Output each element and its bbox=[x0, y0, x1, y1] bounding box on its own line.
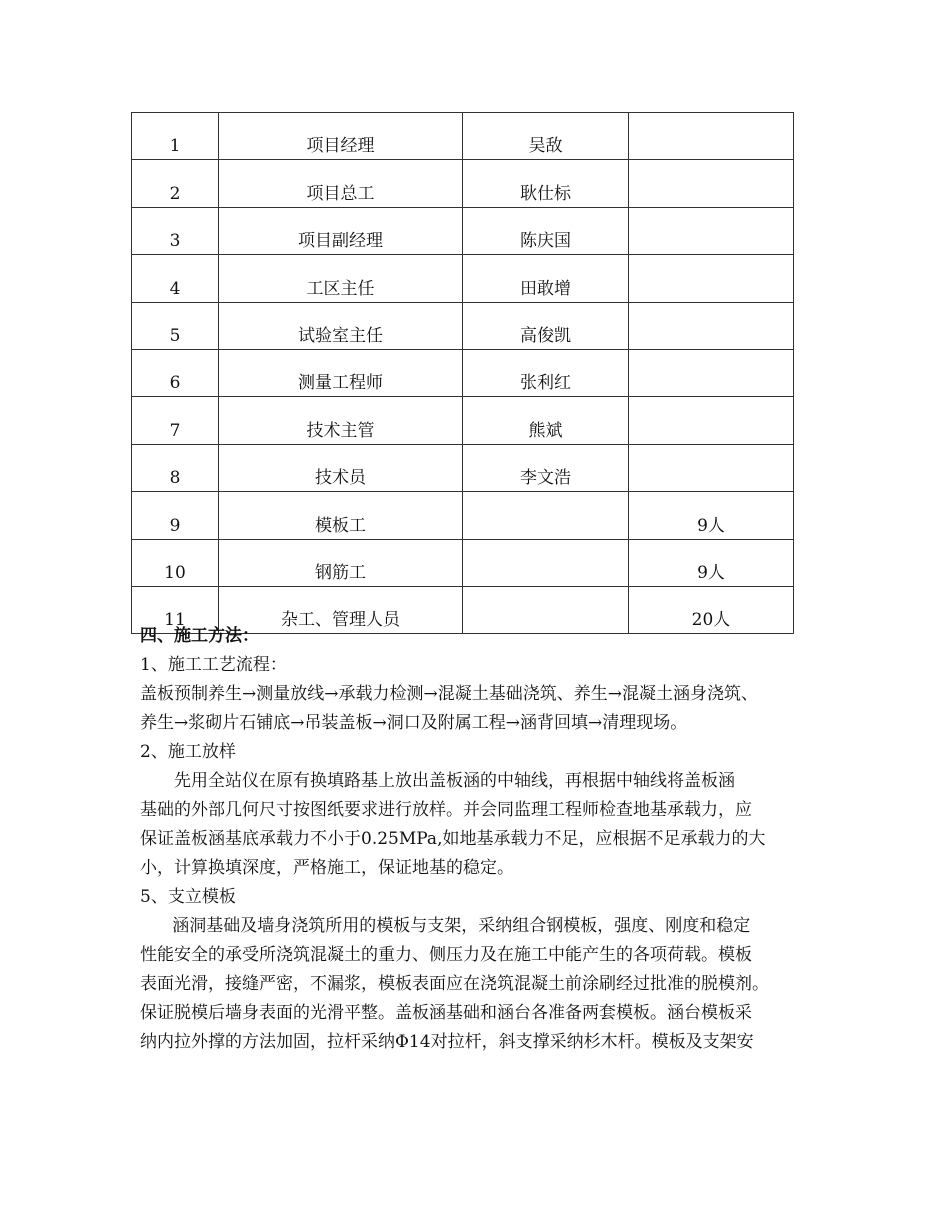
role-cell: 钢筋工 bbox=[219, 539, 463, 586]
table-row bbox=[132, 539, 794, 586]
name-cell: 高俊凯 bbox=[463, 302, 629, 349]
role-cell: 杂工、管理人员 bbox=[219, 586, 463, 633]
construction-method-section bbox=[140, 622, 830, 1057]
table-row bbox=[132, 349, 794, 396]
paragraph-line: 性能安全的承受所浇筑混凝土的重力、侧压力及在施工中能产生的各项荷载。模板 bbox=[140, 945, 752, 965]
table-row bbox=[132, 207, 794, 254]
role-cell: 项目副经理 bbox=[219, 207, 463, 254]
subsection-title-layout: 2、施工放样 bbox=[140, 742, 236, 762]
paragraph-line: 养生→浆砌片石铺底→吊装盖板→洞口及附属工程→涵背回填→清理现场。 bbox=[140, 713, 688, 733]
row-number: 5 bbox=[132, 302, 219, 349]
name-cell: 张利红 bbox=[463, 349, 629, 396]
table-row bbox=[132, 397, 794, 444]
row-number: 10 bbox=[132, 539, 219, 586]
table-row bbox=[132, 113, 794, 160]
row-number: 6 bbox=[132, 349, 219, 396]
count-cell bbox=[629, 349, 794, 396]
row-number: 7 bbox=[132, 397, 219, 444]
role-cell: 项目经理 bbox=[219, 113, 463, 160]
count-cell bbox=[629, 397, 794, 444]
paragraph-line: 小，计算换填深度，严格施工，保证地基的稳定。 bbox=[140, 858, 514, 878]
role-cell: 项目总工 bbox=[219, 160, 463, 207]
subsection-title-process: 1、施工工艺流程： bbox=[140, 655, 287, 675]
row-number: 3 bbox=[132, 207, 219, 254]
paragraph-line: 涵洞基础及墙身浇筑所用的模板与支架，采纳组合钢模板，强度、刚度和稳定 bbox=[172, 916, 751, 936]
name-cell bbox=[463, 492, 629, 539]
paragraph-line: 基础的外部几何尺寸按图纸要求进行放样。并会同监理工程师检查地基承载力，应 bbox=[140, 800, 752, 820]
count-cell bbox=[629, 207, 794, 254]
table-row bbox=[132, 492, 794, 539]
count-cell bbox=[629, 302, 794, 349]
row-number: 1 bbox=[132, 113, 219, 160]
role-cell: 测量工程师 bbox=[219, 349, 463, 396]
count-cell: 9人 bbox=[629, 539, 794, 586]
row-number: 2 bbox=[132, 160, 219, 207]
paragraph-line: 纳内拉外撑的方法加固，拉杆采纳Φ14对拉杆，斜支撑采纳杉木杆。模板及支架安 bbox=[140, 1032, 754, 1052]
role-cell: 模板工 bbox=[219, 492, 463, 539]
name-cell: 李文浩 bbox=[463, 444, 629, 491]
count-cell bbox=[629, 160, 794, 207]
name-cell: 陈庆国 bbox=[463, 207, 629, 254]
table-row bbox=[132, 302, 794, 349]
role-cell: 工区主任 bbox=[219, 255, 463, 302]
role-cell: 技术员 bbox=[219, 444, 463, 491]
role-cell: 试验室主任 bbox=[219, 302, 463, 349]
subsection-title-formwork: 5、支立模板 bbox=[140, 887, 236, 907]
table-row bbox=[132, 444, 794, 491]
row-number: 11 bbox=[132, 586, 219, 633]
paragraph-line: 盖板预制养生→测量放线→承载力检测→混凝土基础浇筑、养生→混凝土涵身浇筑、 bbox=[140, 684, 758, 704]
name-cell: 田敢增 bbox=[463, 255, 629, 302]
paragraph-line: 保证脱模后墙身表面的光滑平整。盖板涵基础和涵台各准备两套模板。涵台模板采 bbox=[140, 1003, 752, 1023]
paragraph-line: 保证盖板涵基底承载力不小于0.25MPa,如地基承载力不足，应根据不足承载力的大 bbox=[140, 829, 766, 849]
count-cell bbox=[629, 255, 794, 302]
name-cell: 耿仕标 bbox=[463, 160, 629, 207]
table-row bbox=[132, 160, 794, 207]
count-cell: 20人 bbox=[629, 586, 794, 633]
row-number: 9 bbox=[132, 492, 219, 539]
paragraph-line: 先用全站仪在原有换填路基上放出盖板涵的中轴线，再根据中轴线将盖板涵 bbox=[174, 771, 735, 791]
row-number: 8 bbox=[132, 444, 219, 491]
table-row bbox=[132, 255, 794, 302]
name-cell: 熊斌 bbox=[463, 397, 629, 444]
paragraph-line: 表面光滑，接缝严密，不漏浆，模板表面应在浇筑混凝土前涂刷经过批准的脱模剂。 bbox=[140, 974, 769, 994]
name-cell bbox=[463, 539, 629, 586]
staff-table bbox=[131, 112, 794, 634]
section-heading: 四、施工方法： bbox=[140, 626, 259, 646]
role-cell: 技术主管 bbox=[219, 397, 463, 444]
count-cell bbox=[629, 113, 794, 160]
count-cell: 9人 bbox=[629, 492, 794, 539]
name-cell: 吴敌 bbox=[463, 113, 629, 160]
count-cell bbox=[629, 444, 794, 491]
row-number: 4 bbox=[132, 255, 219, 302]
